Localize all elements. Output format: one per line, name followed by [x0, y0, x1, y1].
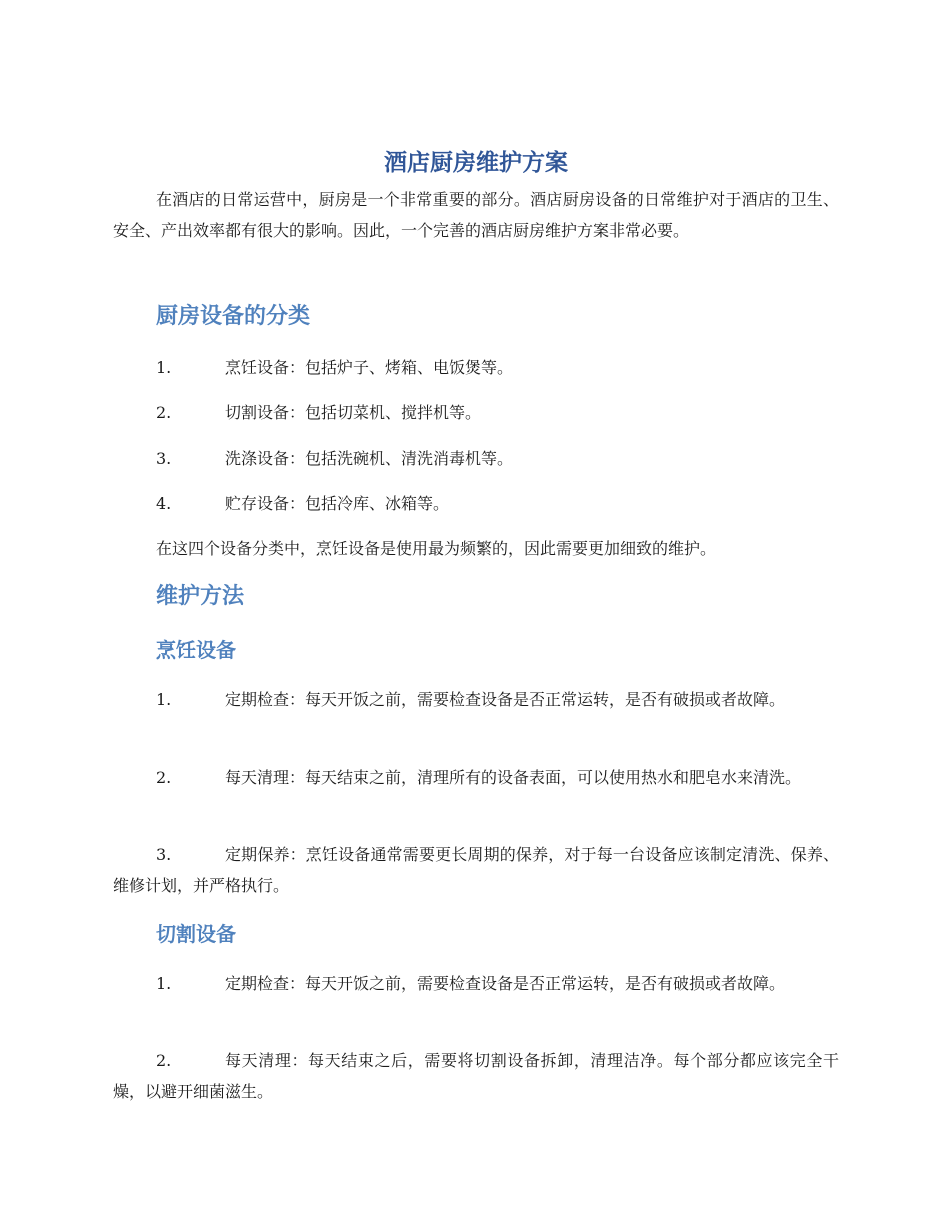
- list-item: [113, 839, 839, 901]
- list-item-text: 每天清理：每天结束之后，需要将切割设备拆卸，清理洁净。每个部分都应该完全干燥，以避开细菌滋生。: [113, 1051, 839, 1101]
- list-item: [113, 684, 839, 715]
- list-item: [113, 968, 839, 999]
- classification-note: 在这四个设备分类中，烹饪设备是使用最为频繁的，因此需要更加细致的维护。: [156, 539, 717, 558]
- subsection-heading-cutting: 切割设备: [156, 922, 236, 946]
- list-item-number: 3.: [156, 449, 172, 468]
- list-item-number: 2.: [156, 768, 172, 787]
- list-item: [113, 352, 839, 383]
- section-heading-methods: 维护方法: [156, 584, 245, 609]
- list-item-text: 定期保养：烹饪设备通常需要更长周期的保养，对于每一台设备应该制定清洗、保养、维修计划，并严格执行。: [113, 845, 839, 895]
- list-item: [113, 488, 839, 519]
- list-item-number: 3.: [156, 845, 172, 864]
- list-item-number: 2.: [156, 1051, 172, 1070]
- list-item-number: 1.: [156, 974, 172, 993]
- list-item-text: 定期检查：每天开饭之前，需要检查设备是否正常运转，是否有破损或者故障。: [225, 690, 786, 709]
- list-item: [113, 443, 839, 474]
- list-item-text: 烹饪设备：包括炉子、烤箱、电饭煲等。: [225, 358, 514, 377]
- subsection-heading-cooking: 烹饪设备: [156, 638, 236, 662]
- intro-paragraph: 在酒店的日常运营中，厨房是一个非常重要的部分。酒店厨房设备的日常维护对于酒店的卫生、安全、产出效率都有很大的影响。因此，一个完善的酒店厨房维护方案非常必要。: [113, 190, 839, 240]
- list-item-number: 2.: [156, 403, 172, 422]
- list-item-text: 洗涤设备：包括洗碗机、清洗消毒机等。: [225, 449, 514, 468]
- list-item-text: 每天清理：每天结束之前，清理所有的设备表面，可以使用热水和肥皂水来清洗。: [225, 768, 802, 787]
- list-item-text: 贮存设备：包括冷库、冰箱等。: [225, 494, 450, 513]
- section-heading-classification: 厨房设备的分类: [156, 304, 311, 329]
- list-item-text: 切割设备：包括切菜机、搅拌机等。: [225, 403, 482, 422]
- list-item-text: 定期检查：每天开饭之前，需要检查设备是否正常运转，是否有破损或者故障。: [225, 974, 786, 993]
- page-title: 酒店厨房维护方案: [384, 150, 568, 176]
- list-item: [113, 397, 839, 428]
- list-item: [113, 762, 839, 793]
- list-item: [113, 1045, 839, 1107]
- list-item-number: 4.: [156, 494, 172, 513]
- list-item-number: 1.: [156, 358, 172, 377]
- list-item-number: 1.: [156, 690, 172, 709]
